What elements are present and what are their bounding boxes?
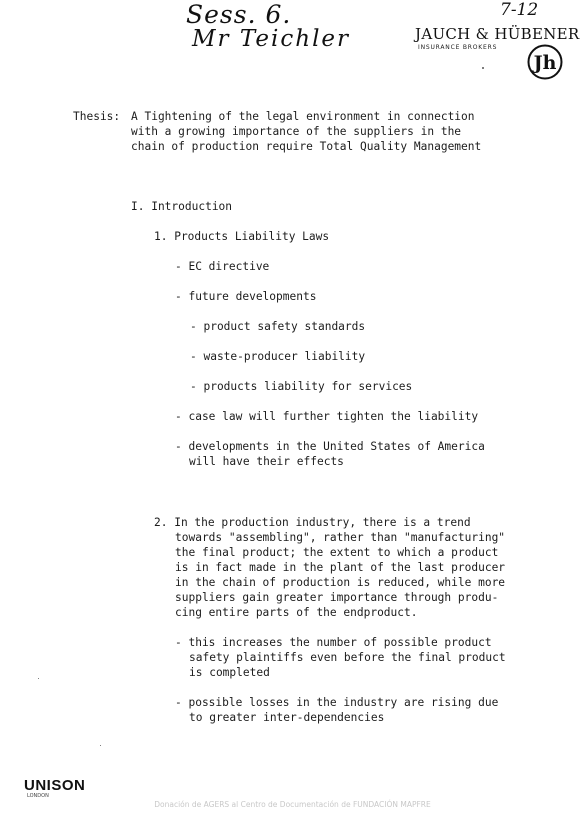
unison-logo: UNISON [24,777,86,794]
thesis-line: with a growing importance of the suppliers in the [131,125,462,138]
letterhead-subtitle: INSURANCE BROKERS [418,44,498,51]
bullet-case-law: - case law will further tighten the liability [175,410,479,423]
item2-paragraph-line: 2. In the production industry, there is a trend [154,516,471,529]
bullet-plaintiffs-cont: is completed [189,666,270,679]
bullet-plaintiffs: - this increases the number of possible product [175,636,492,649]
item1-heading: 1. Products Liability Laws [154,230,330,243]
thesis-label: Thesis: [73,110,121,123]
unison-subtitle: LONDON [27,793,49,799]
handwritten-session-note: Sess. 6. [186,0,292,29]
bullet-losses-cont: to greater inter-dependencies [189,711,385,724]
company-logo-icon [527,44,563,80]
sub-bullet-product-safety: - product safety standards [190,320,366,333]
item2-paragraph-line: in the chain of production is reduced, while more [175,576,506,589]
letterhead-company-name: JAUCH & HÜBENER [415,25,580,43]
item2-paragraph-line: the final product; the extent to which a product [175,546,499,559]
thesis-line: A Tightening of the legal environment in connection [131,110,475,123]
handwritten-reference-note: 7-12 [500,0,539,20]
bullet-usa-developments-cont: will have their effects [189,455,344,468]
item2-paragraph-line: towards "assembling", rather than "manufacturing" [175,531,506,544]
bullet-usa-developments: - developments in the United States of America [175,440,485,453]
sub-bullet-services-liability: - products liability for services [190,380,413,393]
donation-footer: Donación de AGERS al Centro de Documentación de FUNDACIÓN MAPFRE [154,800,431,809]
item2-paragraph-line: is in fact made in the plant of the last producer [175,561,506,574]
logo-letters: Jh [533,52,557,74]
section-heading: I. Introduction [131,200,233,213]
scan-speck [38,678,39,679]
item2-paragraph-line: suppliers gain greater importance through produ- [175,591,499,604]
thesis-line: chain of production require Total Quality Management [131,140,482,153]
handwritten-speaker-note: Mr Teichler [192,26,351,52]
item2-paragraph-line: cing entire parts of the endproduct. [175,606,418,619]
bullet-plaintiffs-cont: safety plaintiffs even before the final product [189,651,506,664]
sub-bullet-waste-producer: - waste-producer liability [190,350,366,363]
scan-speck [482,67,484,69]
scan-speck [100,745,101,746]
bullet-losses: - possible losses in the industry are rising due [175,696,499,709]
bullet-future-developments: - future developments [175,290,317,303]
bullet-ec-directive: - EC directive [175,260,270,273]
